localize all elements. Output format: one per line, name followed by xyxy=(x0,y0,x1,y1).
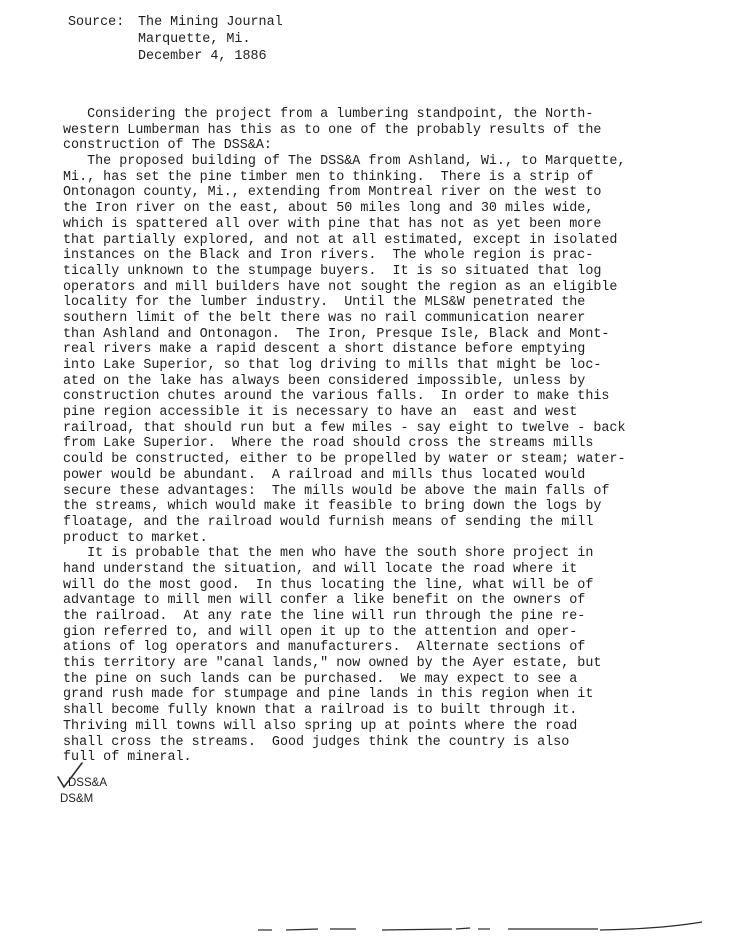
article-line: than Ashland and Ontonagon. The Iron, Presque Isle, Black and Mont- xyxy=(63,326,610,342)
article-line: could be constructed, either to be propelled by water or steam; water- xyxy=(63,452,626,468)
article-line: grand rush made for stumpage and pine lands in this region when it xyxy=(63,687,594,703)
article-line: which is spattered all over with pine that has not as yet been more xyxy=(63,216,602,232)
notation-line-1 xyxy=(60,775,107,791)
article-line: ations of log operators and manufacturers. Alternate sections of xyxy=(63,640,586,656)
scan-mark xyxy=(286,929,318,930)
article-line: western Lumberman has this as to one of the probably results of the xyxy=(63,122,602,138)
source-citation xyxy=(68,14,283,65)
article-line: floatage, and the railroad would furnish means of sending the mill xyxy=(63,514,594,530)
article-body xyxy=(63,107,626,766)
article-line: Ontonagon county, Mi., extending from Montreal river on the west to xyxy=(63,185,602,201)
article-line: operators and mill builders have not sought the region as an eligible xyxy=(63,279,618,295)
article-line: tically unknown to the stumpage buyers. It is so situated that log xyxy=(63,263,602,279)
article-line: into Lake Superior, so that log driving to mills that might be loc- xyxy=(63,358,602,373)
article-line: power would be abundant. A railroad and mills thus located would xyxy=(63,467,586,483)
check-mark-icon xyxy=(56,761,86,791)
source-location: Marquette, Mi. xyxy=(138,32,251,47)
article-line: Mi., has set the pine timber men to thinking. There is a strip of xyxy=(63,169,594,185)
scan-mark xyxy=(382,929,452,930)
article-line: hand understand the situation, and will locate the road where it xyxy=(63,561,578,577)
article-line: advantage to mill men will confer a like benefit on the owners of xyxy=(63,593,586,609)
article-line: It is probable that the men who have the south shore project in xyxy=(63,546,594,562)
scan-mark xyxy=(456,928,470,929)
article-line: the railroad. At any rate the line will run through the pine re- xyxy=(63,609,586,624)
article-line: The proposed building of The DSS&A from Ashland, Wi., to Marquette, xyxy=(63,154,626,170)
article-line: gion referred to, and will open it up to the attention and oper- xyxy=(63,624,578,640)
article-line: full of mineral. xyxy=(63,750,192,766)
article-line: secure these advantages: The mills would be above the main falls of xyxy=(63,483,610,499)
article-line: locality for the lumber industry. Until the MLS&W penetrated the xyxy=(63,295,586,311)
article-line: Thriving mill towns will also spring up at points where the road xyxy=(63,718,578,734)
source-label: Source: xyxy=(68,15,125,30)
article-line: shall cross the streams. Good judges think the country is also xyxy=(63,734,570,750)
article-line: from Lake Superior. Where the road should cross the streams mills xyxy=(63,436,594,452)
article-line: Considering the project from a lumbering standpoint, the North- xyxy=(63,107,594,122)
article-line: that partially explored, and not at all estimated, except in isolated xyxy=(63,232,618,248)
article-line: construction chutes around the various falls. In order to make this xyxy=(63,389,610,405)
article-line: this territory are "canal lands," now owned by the Ayer estate, but xyxy=(63,656,602,672)
source-row xyxy=(68,14,283,65)
scan-mark xyxy=(600,922,702,930)
article-line: southern limit of the belt there was no rail communication nearer xyxy=(63,310,586,326)
article-line: construction of The DSS&A: xyxy=(63,138,272,154)
source-publication: The Mining Journal xyxy=(138,15,283,30)
article-line: the streams, which would make it feasible to bring down the logs by xyxy=(63,499,602,515)
article-line: shall become fully known that a railroad is to built through it. xyxy=(63,703,578,719)
article-line: product to market. xyxy=(63,530,208,546)
article-line: the Iron river on the east, about 50 miles long and 30 miles wide, xyxy=(63,201,594,217)
article-line: pine region accessible it is necessary to have an east and west xyxy=(63,405,578,421)
article-line: real rivers make a rapid descent a short distance before emptying xyxy=(63,342,586,358)
notation-dssa: DSS&A xyxy=(68,777,107,789)
handwritten-notation xyxy=(60,775,107,807)
source-date: December 4, 1886 xyxy=(138,49,267,64)
article-line: ated on the lake has always been considered impossible, unless by xyxy=(63,373,586,389)
article-line: railroad, that should run but a few miles - say eight to twelve - back xyxy=(63,420,626,436)
article-line: instances on the Black and Iron rivers. The whole region is prac- xyxy=(63,248,594,264)
notation-dsm: DS&M xyxy=(60,793,94,805)
source-values xyxy=(138,14,283,65)
notation-line-2 xyxy=(60,791,107,807)
article-line: the pine on such lands can be purchased. We may expect to see a xyxy=(63,671,578,687)
article-line: will do the most good. In thus locating the line, what will be of xyxy=(63,577,594,593)
